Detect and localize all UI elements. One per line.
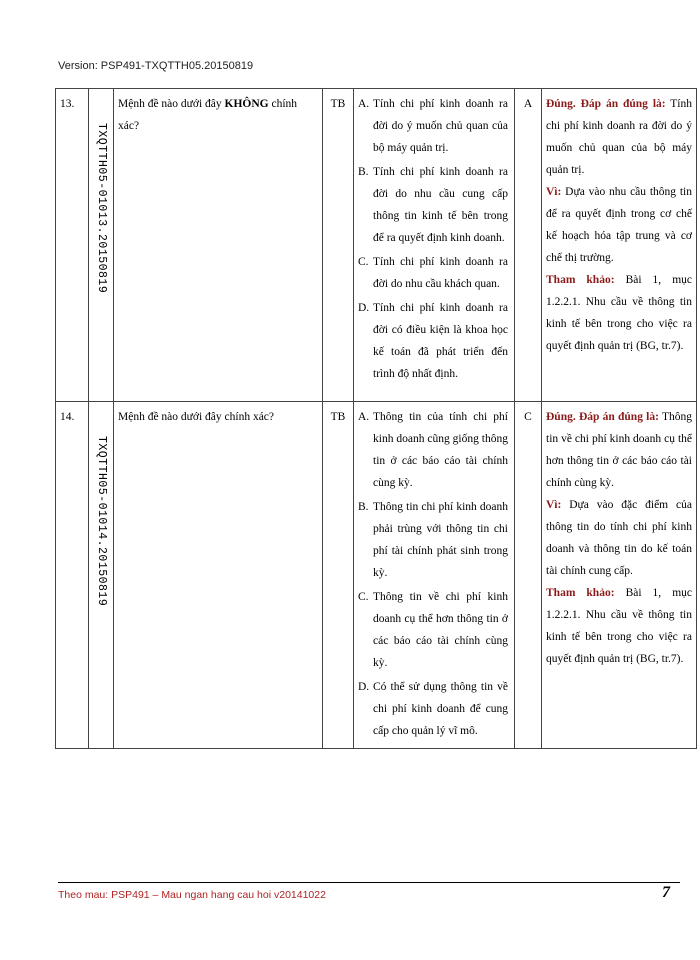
question-emphasis: KHÔNG: [224, 98, 269, 110]
explanation-cell: [542, 89, 697, 402]
option-d: D. Có thể sử dụng thông tin về chi phí kinh doanh để cung cấp cho quản lý vĩ mô.: [358, 681, 508, 737]
difficulty-level: TB: [323, 89, 354, 402]
question-code: TXQTTH05-01014.20150819: [95, 436, 108, 607]
option-a: A. Thông tin của tính chi phí kinh doanh cũng giống thông tin ở các báo cáo tài chính cùng kỳ.: [358, 411, 508, 489]
question-prefix: Mệnh đề nào dưới đây chính xác?: [118, 411, 275, 423]
options-cell: [354, 402, 515, 749]
option-c: C. Tính chi phí kinh doanh ra đời do nhu cầu khách quan.: [358, 256, 508, 290]
question-number: 13.: [56, 89, 89, 402]
question-number: 14.: [56, 402, 89, 749]
correct-explanation: Đúng. Đáp án đúng là: Tính chi phí kinh doanh ra đời do ý muốn chủ quan của bộ máy quản trị.: [546, 98, 692, 176]
table-row: [56, 89, 697, 402]
option-d: D. Tính chi phí kinh doanh ra đời có điều kiện là khoa học kế toán đã phát triển đến trình độ nhất định.: [358, 302, 508, 380]
question-prefix: Mệnh đề nào dưới đây: [118, 98, 225, 110]
option-a: A. Tính chi phí kinh doanh ra đời do ý muốn chủ quan của bộ máy quản trị.: [358, 98, 508, 154]
reason-explanation: Vì: Dựa vào đặc điểm của thông tin do tính chi phí kinh doanh và thông tin do kế toán tài chính cung cấp.: [546, 499, 692, 577]
reference-explanation: Tham khảo: Bài 1, mục 1.2.2.1. Nhu cầu về thông tin kinh tế bên trong cho việc ra quyết định quản trị (BG, tr.7).: [546, 587, 692, 665]
options-cell: [354, 89, 515, 402]
footer-divider: [58, 882, 680, 883]
question-text: [114, 402, 323, 749]
question-code: TXQTTH05-01013.20150819: [95, 123, 108, 294]
explanation-cell: [542, 402, 697, 749]
correct-explanation: Đúng. Đáp án đúng là: Thông tin về chi phí kinh doanh cụ thể hơn thông tin ở các báo cáo tài chính cùng kỳ.: [546, 411, 692, 489]
option-c: C. Thông tin về chi phí kinh doanh cụ thể hơn thông tin ở các báo cáo tài chính cùng kỳ.: [358, 591, 508, 669]
reference-explanation: Tham khảo: Bài 1, mục 1.2.2.1. Nhu cầu về thông tin kinh tế bên trong cho việc ra quyết định quản trị (BG, tr.7).: [546, 274, 692, 352]
question-code-cell: [89, 402, 114, 749]
answer-key: A: [515, 89, 542, 402]
question-table: [55, 88, 697, 749]
reason-explanation: Vì: Dựa vào nhu cầu thông tin để ra quyết định trong cơ chế kế hoạch hóa tập trung và cơ chế thị trường.: [546, 186, 692, 264]
version-label: Version: PSP491-TXQTTH05.20150819: [58, 60, 254, 72]
difficulty-level: TB: [323, 402, 354, 749]
question-suffix: chính xác?: [118, 98, 298, 132]
answer-key: C: [515, 402, 542, 749]
page-number: 7: [662, 884, 670, 901]
question-code-cell: [89, 89, 114, 402]
footer-template-label: Theo mau: PSP491 – Mau ngan hang cau hoi v20141022: [58, 889, 326, 901]
option-b: B. Tính chi phí kinh doanh ra đời do nhu cầu cung cấp thông tin kinh tế bên trong để ra quyết định kinh doanh.: [358, 166, 508, 244]
table-row: [56, 402, 697, 749]
question-text: [114, 89, 323, 402]
option-b: B. Thông tin chi phí kinh doanh phải trùng với thông tin chi phí tài chính phát sinh trong kỳ.: [358, 501, 508, 579]
